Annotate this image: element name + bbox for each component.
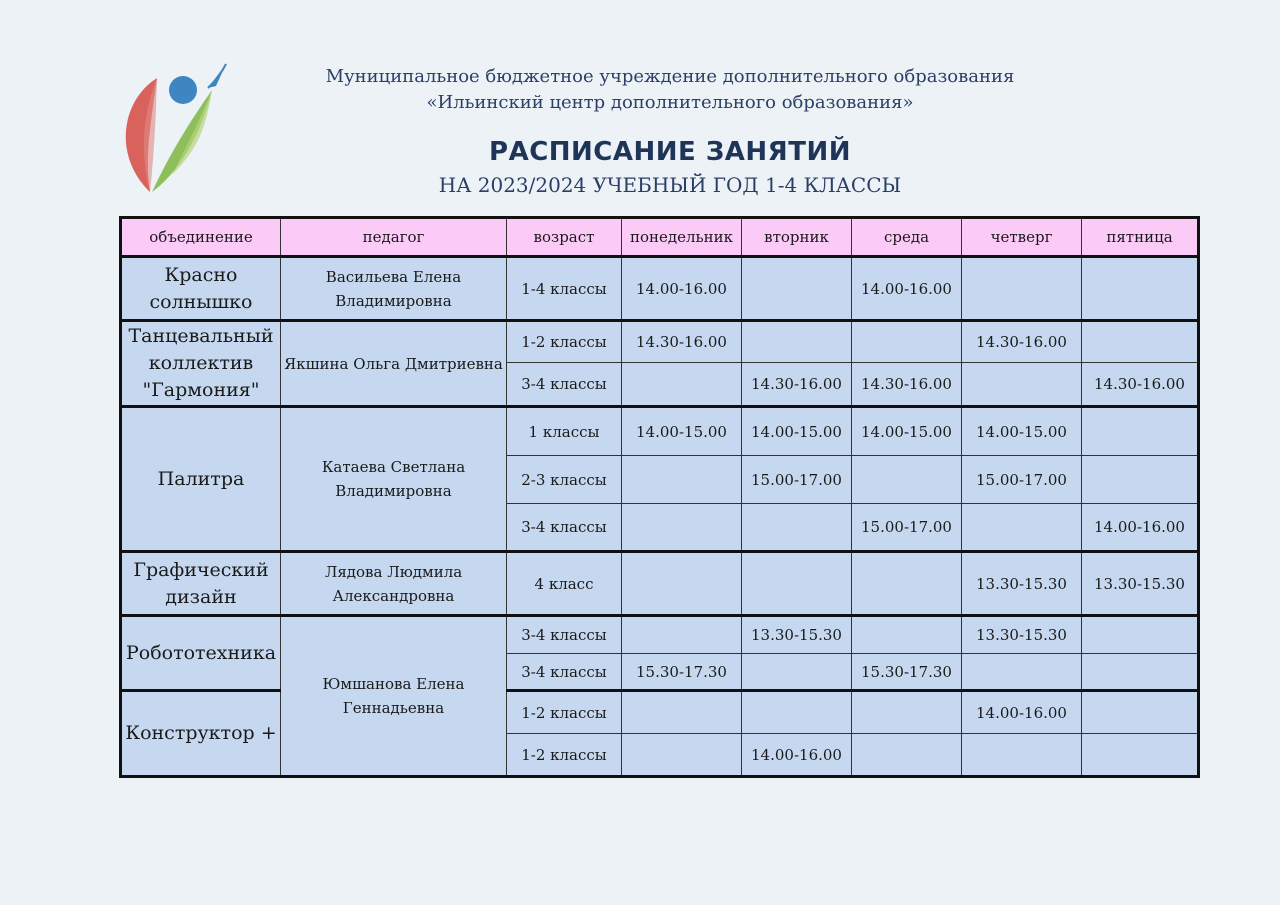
thursday-cell bbox=[962, 257, 1082, 321]
tuesday-cell bbox=[742, 691, 852, 734]
wednesday-cell bbox=[852, 456, 962, 504]
monday-cell: 14.00-16.00 bbox=[622, 257, 742, 321]
tuesday-cell bbox=[742, 504, 852, 552]
leaf-figure-logo-icon bbox=[112, 60, 232, 195]
friday-cell bbox=[1082, 734, 1199, 777]
wednesday-cell: 15.00-17.00 bbox=[852, 504, 962, 552]
col-header-age: возраст bbox=[507, 218, 622, 257]
page-subtitle: НА 2023/2024 УЧЕБНЫЙ ГОД 1-4 КЛАССЫ bbox=[438, 173, 902, 197]
teacher-cell: Лядова Людмила Александровна bbox=[281, 552, 507, 616]
friday-cell bbox=[1082, 456, 1199, 504]
table-row bbox=[121, 257, 1199, 321]
monday-cell: 14.00-15.00 bbox=[622, 407, 742, 456]
age-cell: 3-4 классы bbox=[507, 616, 622, 654]
friday-cell bbox=[1082, 321, 1199, 363]
tuesday-cell bbox=[742, 654, 852, 691]
page-title: РАСПИСАНИЕ ЗАНЯТИЙ bbox=[489, 137, 851, 167]
monday-cell bbox=[622, 504, 742, 552]
age-cell: 1 классы bbox=[507, 407, 622, 456]
monday-cell bbox=[622, 616, 742, 654]
friday-cell bbox=[1082, 407, 1199, 456]
monday-cell bbox=[622, 734, 742, 777]
col-header-thursday: четверг bbox=[962, 218, 1082, 257]
monday-cell: 15.30-17.30 bbox=[622, 654, 742, 691]
teacher-cell: Васильева Елена Владимировна bbox=[281, 257, 507, 321]
friday-cell bbox=[1082, 654, 1199, 691]
wednesday-cell bbox=[852, 734, 962, 777]
friday-cell bbox=[1082, 257, 1199, 321]
friday-cell bbox=[1082, 691, 1199, 734]
age-cell: 2-3 классы bbox=[507, 456, 622, 504]
teacher-cell: Катаева Светлана Владимировна bbox=[281, 407, 507, 552]
tuesday-cell: 14.00-15.00 bbox=[742, 407, 852, 456]
age-cell: 1-2 классы bbox=[507, 691, 622, 734]
age-cell: 4 класс bbox=[507, 552, 622, 616]
friday-cell: 14.30-16.00 bbox=[1082, 363, 1199, 407]
club-cell: Танцевальный коллектив "Гармония" bbox=[121, 321, 281, 407]
teacher-cell: Юмшанова Елена Геннадьевна bbox=[281, 616, 507, 777]
col-header-club: объединение bbox=[121, 218, 281, 257]
table-row bbox=[121, 616, 1199, 654]
col-header-monday: понедельник bbox=[622, 218, 742, 257]
wednesday-cell bbox=[852, 616, 962, 654]
thursday-cell bbox=[962, 504, 1082, 552]
club-cell: Конструктор + bbox=[121, 691, 281, 777]
monday-cell bbox=[622, 691, 742, 734]
monday-cell bbox=[622, 363, 742, 407]
club-cell: Графический дизайн bbox=[121, 552, 281, 616]
club-cell: Робототехника bbox=[121, 616, 281, 691]
thursday-cell bbox=[962, 734, 1082, 777]
wednesday-cell bbox=[852, 321, 962, 363]
thursday-cell: 15.00-17.00 bbox=[962, 456, 1082, 504]
wednesday-cell: 14.00-15.00 bbox=[852, 407, 962, 456]
tuesday-cell bbox=[742, 257, 852, 321]
tuesday-cell: 14.00-16.00 bbox=[742, 734, 852, 777]
thursday-cell: 14.00-16.00 bbox=[962, 691, 1082, 734]
thursday-cell bbox=[962, 654, 1082, 691]
thursday-cell: 14.00-15.00 bbox=[962, 407, 1082, 456]
friday-cell bbox=[1082, 616, 1199, 654]
club-cell: Красно солнышко bbox=[121, 257, 281, 321]
col-header-wednesday: среда bbox=[852, 218, 962, 257]
table-row bbox=[121, 552, 1199, 616]
wednesday-cell: 15.30-17.30 bbox=[852, 654, 962, 691]
thursday-cell bbox=[962, 363, 1082, 407]
schedule-table bbox=[119, 216, 1200, 778]
wednesday-cell bbox=[852, 691, 962, 734]
wednesday-cell bbox=[852, 552, 962, 616]
col-header-friday: пятница bbox=[1082, 218, 1199, 257]
col-header-tuesday: вторник bbox=[742, 218, 852, 257]
wednesday-cell: 14.30-16.00 bbox=[852, 363, 962, 407]
table-row bbox=[121, 321, 1199, 363]
age-cell: 1-4 классы bbox=[507, 257, 622, 321]
age-cell: 3-4 классы bbox=[507, 363, 622, 407]
teacher-cell: Якшина Ольга Дмитриевна bbox=[281, 321, 507, 407]
org-name-line2: «Ильинский центр дополнительного образования» bbox=[426, 92, 914, 113]
tuesday-cell bbox=[742, 321, 852, 363]
age-cell: 1-2 классы bbox=[507, 734, 622, 777]
monday-cell: 14.30-16.00 bbox=[622, 321, 742, 363]
friday-cell: 14.00-16.00 bbox=[1082, 504, 1199, 552]
thursday-cell: 14.30-16.00 bbox=[962, 321, 1082, 363]
tuesday-cell: 13.30-15.30 bbox=[742, 616, 852, 654]
tuesday-cell: 14.30-16.00 bbox=[742, 363, 852, 407]
monday-cell bbox=[622, 456, 742, 504]
age-cell: 1-2 классы bbox=[507, 321, 622, 363]
table-row bbox=[121, 407, 1199, 456]
monday-cell bbox=[622, 552, 742, 616]
tuesday-cell bbox=[742, 552, 852, 616]
age-cell: 3-4 классы bbox=[507, 504, 622, 552]
tuesday-cell: 15.00-17.00 bbox=[742, 456, 852, 504]
thursday-cell: 13.30-15.30 bbox=[962, 552, 1082, 616]
table-header-row bbox=[121, 218, 1199, 257]
col-header-teacher: педагог bbox=[281, 218, 507, 257]
age-cell: 3-4 классы bbox=[507, 654, 622, 691]
friday-cell: 13.30-15.30 bbox=[1082, 552, 1199, 616]
club-cell: Палитра bbox=[121, 407, 281, 552]
wednesday-cell: 14.00-16.00 bbox=[852, 257, 962, 321]
thursday-cell: 13.30-15.30 bbox=[962, 616, 1082, 654]
org-name-line1: Муниципальное бюджетное учреждение дополнительного образования bbox=[325, 66, 1015, 87]
